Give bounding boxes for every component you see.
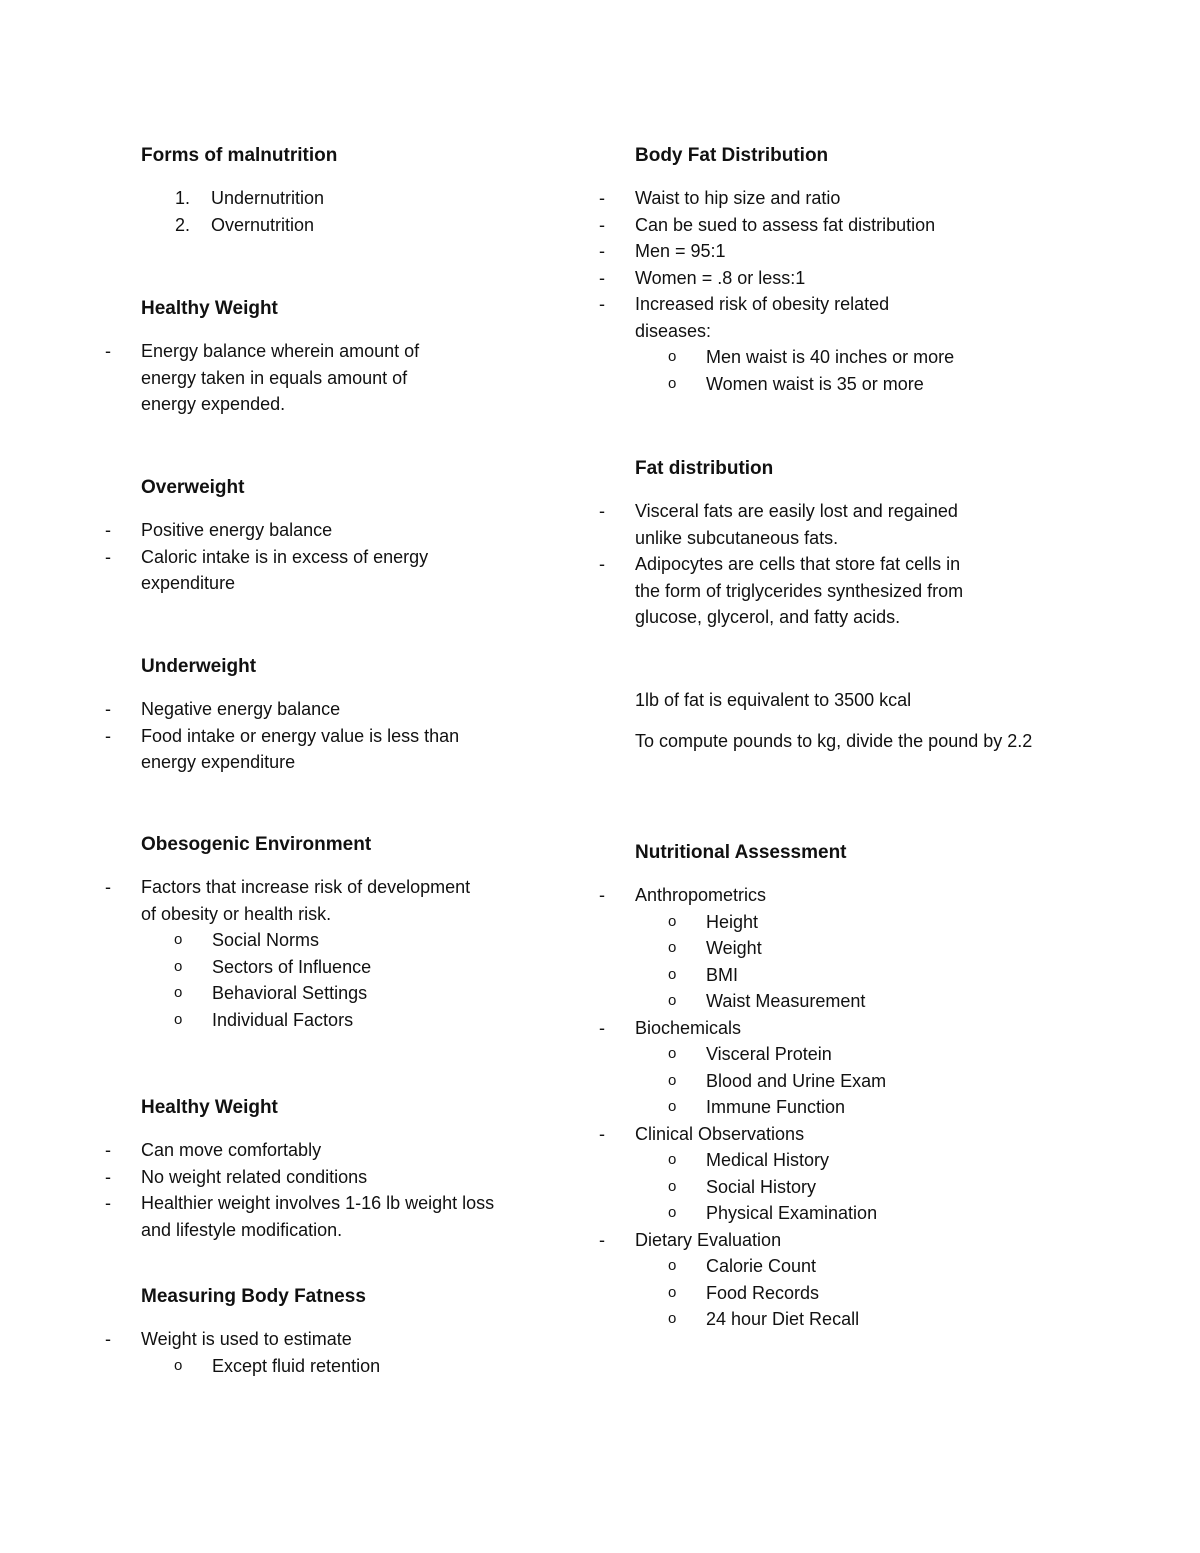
heading-healthy-weight: Healthy Weight — [141, 298, 278, 319]
dash-bullet: - — [105, 1329, 111, 1349]
list-item: - Caloric intake is in excess of energy expenditure — [71, 544, 461, 597]
heading-body-fat-distribution: Body Fat Distribution — [635, 145, 829, 166]
dash-bullet: - — [105, 341, 111, 361]
circle-bullet: o — [668, 939, 677, 956]
sub-list-item: o Weight — [565, 935, 1045, 962]
section-overweight — [105, 477, 611, 597]
circle-bullet: o — [174, 957, 183, 975]
sub-list-item: o Immune Function — [565, 1094, 1045, 1121]
section-forms-of-malnutrition — [141, 145, 611, 238]
sub-list-item: o Individual Factors — [71, 1007, 521, 1034]
circle-bullet: o — [668, 1204, 677, 1221]
section-measuring-body-fatness — [105, 1286, 611, 1379]
circle-bullet: o — [668, 1257, 677, 1274]
list-item: - Healthier weight involves 1-16 lb weight loss and lifestyle modification. — [71, 1190, 506, 1243]
sub-list-item: o Visceral Protein — [565, 1041, 1045, 1068]
circle-bullet: o — [668, 374, 677, 392]
sub-list-item: o Physical Examination — [565, 1200, 1045, 1227]
dash-bullet: - — [599, 1229, 605, 1250]
dash-bullet: - — [105, 699, 111, 719]
dash-bullet: - — [599, 214, 605, 235]
dash-bullet: - — [105, 520, 111, 540]
section-body-fat-distribution — [599, 145, 1085, 397]
dash-bullet: - — [105, 877, 111, 897]
list-item-biochemicals: - Biochemicals — [565, 1015, 1045, 1042]
circle-bullet: o — [668, 1310, 677, 1327]
list-item: 1. Undernutrition — [141, 185, 752, 212]
list-item: - Weight is used to estimate — [71, 1326, 521, 1353]
sub-list-item: o Behavioral Settings — [71, 980, 521, 1007]
sub-list-item: o Women waist is 35 or more — [565, 371, 1045, 398]
sub-list-item: o Food Records — [565, 1280, 1045, 1307]
list-item-dietary-evaluation: - Dietary Evaluation — [565, 1227, 1045, 1254]
section-fat-distribution — [599, 458, 1085, 631]
dash-bullet: - — [599, 294, 605, 314]
note-pounds-to-kg: To compute pounds to kg, divide the pound by 2.2 — [635, 730, 1033, 751]
sub-list-item: o Height — [565, 909, 1045, 936]
list-item: - Adipocytes are cells that store fat cells in the form of triglycerides synthesized from glucose, glycerol, and fatty acids. — [565, 551, 980, 631]
list-item: - Negative energy balance — [71, 696, 491, 723]
circle-bullet: o — [174, 1356, 183, 1374]
dash-bullet: - — [105, 1193, 111, 1213]
list-item: - Can be sued to assess fat distribution — [565, 212, 1045, 239]
circle-bullet: o — [668, 1283, 677, 1301]
heading-obesogenic-environment: Obesogenic Environment — [141, 834, 372, 855]
circle-bullet: o — [668, 1071, 677, 1089]
sub-list-item: o Men waist is 40 inches or more — [565, 344, 1045, 371]
circle-bullet: o — [668, 992, 677, 1009]
list-number: 2. — [175, 214, 191, 235]
circle-bullet: o — [668, 1098, 677, 1115]
heading-overweight: Overweight — [141, 477, 245, 498]
dash-bullet: - — [599, 885, 605, 905]
heading-underweight: Underweight — [141, 656, 257, 677]
circle-bullet: o — [668, 1045, 677, 1062]
dash-bullet: - — [599, 188, 605, 208]
dash-bullet: - — [599, 241, 605, 261]
dash-bullet: - — [599, 1123, 605, 1144]
list-item: - Waist to hip size and ratio — [565, 185, 1045, 212]
list-item: 2. Overnutrition — [141, 212, 752, 239]
sub-list-item: o BMI — [565, 962, 1045, 989]
list-item: - Women = .8 or less:1 — [565, 265, 1045, 292]
list-item: - Energy balance wherein amount of energy taken in equals amount of energy expended. — [71, 338, 461, 418]
circle-bullet: o — [668, 1151, 677, 1168]
list-item: - Visceral fats are easily lost and regained unlike subcutaneous fats. — [565, 498, 990, 551]
sub-list-item: o Social History — [565, 1174, 1045, 1201]
sub-list-item: o Waist Measurement — [565, 988, 1045, 1015]
list-item: - Positive energy balance — [71, 517, 461, 544]
list-item: - Increased risk of obesity related diseases: — [565, 291, 955, 344]
circle-bullet: o — [174, 1010, 183, 1028]
sub-list-item: o Sectors of Influence — [71, 954, 521, 981]
dash-bullet: - — [599, 501, 605, 521]
section-healthy-weight-1 — [105, 298, 611, 418]
sub-list-item: o Calorie Count — [565, 1253, 1045, 1280]
dash-bullet: - — [105, 1140, 111, 1160]
dash-bullet: - — [599, 1017, 605, 1038]
list-number: 1. — [175, 188, 191, 208]
heading-fat-distribution: Fat distribution — [635, 458, 774, 479]
list-item: - Food intake or energy value is less than energy expenditure — [71, 723, 491, 776]
circle-bullet: o — [174, 984, 183, 1001]
list-item: - Factors that increase risk of development of obesity or health risk. — [71, 874, 486, 927]
sub-list-item: o Social Norms — [71, 927, 521, 954]
section-underweight — [105, 656, 611, 776]
section-nutritional-assessment — [599, 842, 1085, 1333]
sub-list-item: o Medical History — [565, 1147, 1045, 1174]
circle-bullet: o — [668, 965, 677, 983]
sub-list-item: o Except fluid retention — [71, 1353, 521, 1380]
section-obesogenic-environment — [105, 834, 611, 1033]
section-notes — [635, 687, 1055, 754]
heading-measuring-body-fatness: Measuring Body Fatness — [141, 1286, 366, 1307]
list-item-clinical-observations: - Clinical Observations — [565, 1121, 1045, 1148]
dash-bullet: - — [105, 725, 111, 746]
sub-list-item: o 24 hour Diet Recall — [565, 1306, 1045, 1333]
note-fat-kcal: 1lb of fat is equivalent to 3500 kcal — [635, 690, 912, 710]
list-item-anthropometrics: - Anthropometrics — [565, 882, 1045, 909]
dash-bullet: - — [599, 554, 605, 574]
dash-bullet: - — [599, 267, 605, 288]
heading-nutritional-assessment: Nutritional Assessment — [635, 842, 847, 863]
list-item: - Can move comfortably — [71, 1137, 506, 1164]
circle-bullet: o — [668, 348, 677, 365]
list-item: - Men = 95:1 — [565, 238, 1045, 265]
circle-bullet: o — [174, 931, 183, 948]
sub-list-item: o Blood and Urine Exam — [565, 1068, 1045, 1095]
dash-bullet: - — [105, 1166, 111, 1187]
circle-bullet: o — [668, 1177, 677, 1195]
heading-forms-of-malnutrition: Forms of malnutrition — [141, 145, 338, 166]
heading-healthy-weight: Healthy Weight — [141, 1097, 278, 1118]
dash-bullet: - — [105, 546, 111, 567]
circle-bullet: o — [668, 912, 677, 930]
section-healthy-weight-2 — [105, 1097, 611, 1243]
list-item: - No weight related conditions — [71, 1164, 506, 1191]
